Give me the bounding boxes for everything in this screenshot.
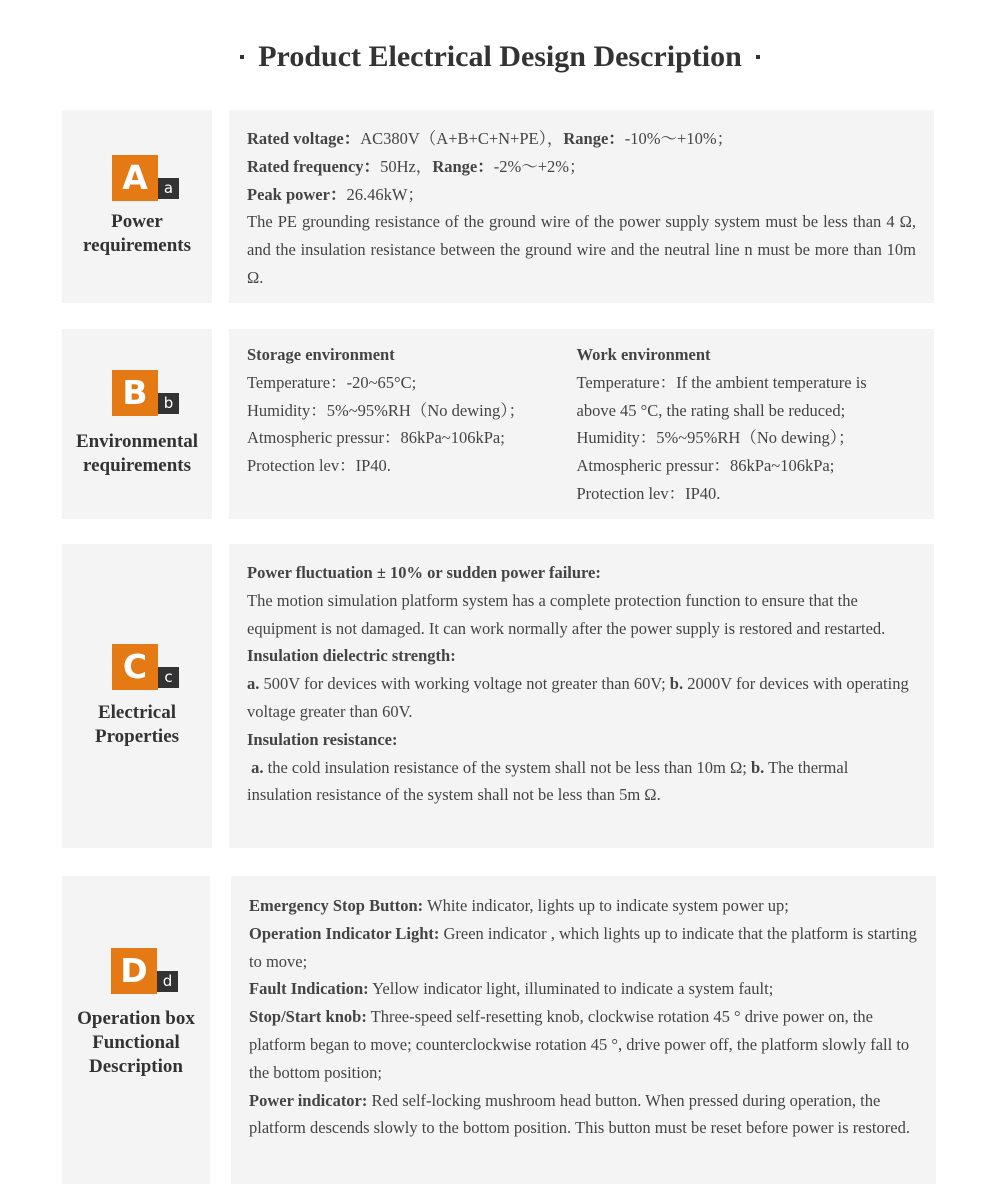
item-text: White indicator, lights up to indicate system power up; xyxy=(423,896,789,915)
section-a-content xyxy=(229,110,934,303)
label-line: Electrical xyxy=(97,702,177,723)
label-line: Description xyxy=(89,1056,183,1077)
section-b-sidebar xyxy=(62,329,212,519)
section-d-badge xyxy=(111,948,173,994)
rated-voltage-label: Rated voltage： xyxy=(247,129,361,148)
label-line: Power xyxy=(111,211,163,232)
label-line: Functional xyxy=(92,1032,180,1053)
rated-voltage-range: -10%～+10%； xyxy=(624,129,734,148)
range-label: Range： xyxy=(432,156,494,176)
item-label: Operation Indicator Light: xyxy=(249,923,440,943)
storage-line: Humidity：5%~95%RH（No dewing）； xyxy=(247,400,525,420)
rated-voltage-line xyxy=(247,125,916,153)
item-label: Emergency Stop Button: xyxy=(249,896,424,915)
title-bullet-right xyxy=(756,55,760,59)
peak-power-value: 26.46kW； xyxy=(346,184,424,204)
insulation-resistance-text xyxy=(247,754,916,810)
dielectric-strength-text xyxy=(247,670,916,726)
storage-environment xyxy=(247,341,577,508)
work-environment xyxy=(577,341,917,508)
list-item xyxy=(249,892,918,920)
badge-letter: C xyxy=(112,644,158,690)
page-title-text: Product Electrical Design Description xyxy=(258,40,742,73)
badge-sub-letter: c xyxy=(158,667,179,688)
badge-sub-letter: b xyxy=(158,393,179,414)
section-c-sidebar xyxy=(62,544,212,848)
peak-power-line xyxy=(247,181,916,209)
work-heading: Work environment xyxy=(576,345,711,364)
section-b-badge xyxy=(112,370,174,416)
label-line: Properties xyxy=(94,726,180,747)
badge-sub-letter: d xyxy=(157,971,178,992)
title-bullet-left xyxy=(240,55,244,59)
badge-letter: D xyxy=(111,948,157,994)
label-line: Environmental xyxy=(75,431,199,452)
label-line: requirements xyxy=(82,455,191,476)
item-text: Three-speed self-resetting knob, clockwise rotation 45 ° drive power on, the platform began to move; counterclockwise rotation 45 °, drive power off, the platform slowly fall to the bottom position; xyxy=(249,1007,910,1082)
list-item xyxy=(249,1087,918,1143)
section-d-label xyxy=(62,1007,210,1079)
list-item xyxy=(249,975,918,1003)
item-text: Green indicator , which lights up to indicate that the platform is starting to move; xyxy=(249,923,917,971)
rated-voltage-value: AC380V（A+B+C+N+PE）， xyxy=(360,129,564,148)
rated-frequency-value: 50Hz， xyxy=(380,156,433,176)
section-a-badge xyxy=(112,155,174,201)
badge-sub-letter: a xyxy=(158,178,179,199)
storage-line: Protection lev：IP40. xyxy=(247,456,391,476)
item-a-label: a. xyxy=(251,757,264,777)
item-b-label: b. xyxy=(669,674,684,694)
section-c-label xyxy=(62,701,212,749)
list-item xyxy=(249,920,918,976)
item-b-text: 2000V for devices with operating voltage greater than 60V. xyxy=(247,674,909,721)
insulation-resistance-heading: Insulation resistance: xyxy=(247,729,398,749)
item-a-text: 500V for devices with working voltage not greater than 60V; xyxy=(259,674,670,694)
section-c-badge xyxy=(112,644,173,690)
badge-letter: B xyxy=(112,370,158,416)
work-line: Temperature：If the ambient temperature is xyxy=(576,372,867,392)
page-title xyxy=(0,40,1000,74)
work-line: Protection lev：IP40. xyxy=(576,483,721,503)
section-b-content xyxy=(229,329,934,519)
label-line: requirements xyxy=(82,235,191,256)
work-line: above 45 °C, the rating shall be reduced; xyxy=(576,400,846,420)
dielectric-strength-heading: Insulation dielectric strength: xyxy=(247,646,456,666)
rated-frequency-range: -2%～+2%； xyxy=(493,156,586,176)
item-text: Red self-locking mushroom head button. When pressed during operation, the platform descends slowly to the bottom position. This button must be reset before power is restored. xyxy=(249,1090,910,1138)
storage-line: Temperature：-20~65°C; xyxy=(247,372,417,392)
work-line: Atmospheric pressur：86kPa~106kPa; xyxy=(576,456,835,476)
item-label: Power indicator: xyxy=(249,1090,368,1110)
section-a-label xyxy=(62,210,212,258)
power-fluctuation-text: The motion simulation platform system has a complete protection function to ensure that the equipment is not damaged. It can work normally after the power supply is restored and restarted. xyxy=(247,590,886,638)
section-d-sidebar xyxy=(62,876,210,1184)
rated-frequency-line xyxy=(247,153,916,181)
section-d-content xyxy=(231,876,936,1184)
item-b-label: b. xyxy=(750,757,765,777)
range-label: Range： xyxy=(563,129,625,148)
item-label: Fault Indication: xyxy=(249,979,369,999)
storage-heading: Storage environment xyxy=(247,345,395,364)
section-b-label xyxy=(62,430,212,478)
peak-power-label: Peak power： xyxy=(247,184,347,204)
item-a-label: a. xyxy=(247,674,260,694)
section-a-sidebar xyxy=(62,110,212,303)
list-item xyxy=(249,1003,918,1086)
item-label: Stop/Start knob: xyxy=(249,1007,367,1027)
item-text: Yellow indicator light, illuminated to indicate a system fault; xyxy=(368,979,774,999)
badge-letter: A xyxy=(112,155,158,201)
work-line: Humidity：5%~95%RH（No dewing）； xyxy=(576,428,855,448)
grounding-paragraph: The PE grounding resistance of the ground wire of the power supply system must be less than 4 Ω, and the insulation resistance between the ground wire and the neutral line n must be more than 10m Ω. xyxy=(247,212,916,287)
label-line: Operation box xyxy=(77,1008,195,1029)
power-fluctuation-heading: Power fluctuation ± 10% or sudden power failure: xyxy=(247,563,601,582)
item-a-text: the cold insulation resistance of the system shall not be less than 10m Ω; xyxy=(263,757,751,777)
section-c-content xyxy=(229,544,934,848)
rated-frequency-label: Rated frequency： xyxy=(247,156,381,176)
storage-line: Atmospheric pressur：86kPa~106kPa; xyxy=(247,428,505,448)
item-b-text: The thermal insulation resistance of the system shall not be less than 5m Ω. xyxy=(247,757,849,805)
